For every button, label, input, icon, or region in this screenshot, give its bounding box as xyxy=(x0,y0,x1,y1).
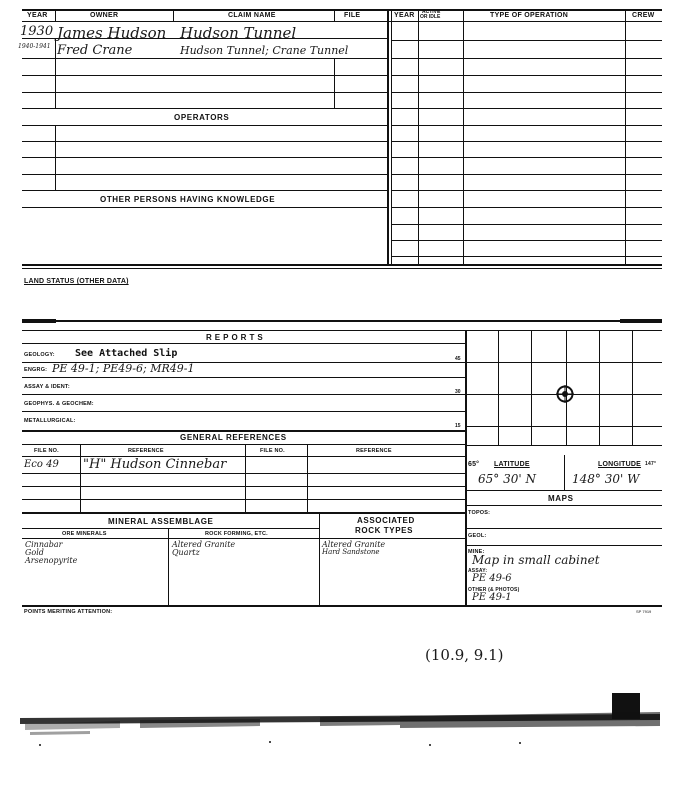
degree-label: 65° xyxy=(468,461,480,468)
header-owner: OWNER xyxy=(90,12,119,19)
row-year: 1940-1941 xyxy=(18,43,51,50)
header-year-2: YEAR xyxy=(394,12,415,19)
header-or-idle: OR IDLE xyxy=(420,14,441,20)
divider xyxy=(22,473,465,474)
divider xyxy=(22,75,387,76)
divider xyxy=(465,505,662,506)
other-persons-title: OTHER PERSONS HAVING KNOWLEDGE xyxy=(100,195,276,204)
divider xyxy=(22,538,319,539)
divider xyxy=(22,190,387,191)
longitude-label: LONGITUDE xyxy=(598,461,642,468)
divider xyxy=(599,330,600,445)
ore-mineral: Cinnabar xyxy=(25,540,63,549)
divider xyxy=(22,92,387,93)
divider xyxy=(22,125,387,126)
divider xyxy=(173,9,174,21)
assay-ident-label: ASSAY & IDENT: xyxy=(24,384,70,390)
divider xyxy=(463,9,464,265)
mine-label: MINE: xyxy=(468,549,485,555)
engrg-label: ENGRG: xyxy=(24,367,48,373)
row-year: 1930 xyxy=(20,24,54,39)
row-owner: Fred Crane xyxy=(57,43,133,58)
header-file-no: FILE NO. xyxy=(34,448,59,454)
divider xyxy=(22,207,387,208)
divider xyxy=(391,58,662,59)
ore-mineral: Gold xyxy=(25,548,44,557)
divider xyxy=(22,430,465,432)
divider xyxy=(465,545,662,546)
header-year: YEAR xyxy=(27,12,48,19)
divider xyxy=(55,9,56,21)
rock-forming-mineral: Altered Granite xyxy=(172,540,236,549)
divider xyxy=(80,444,81,512)
divider xyxy=(22,343,465,344)
geology-label: GEOLOGY: xyxy=(24,352,55,358)
divider xyxy=(319,512,320,605)
divider xyxy=(22,377,465,378)
divider xyxy=(22,21,662,22)
general-references-title: GENERAL REFERENCES xyxy=(180,433,287,442)
coordinate-note: (10.9, 9.1) xyxy=(425,646,504,664)
divider xyxy=(465,426,662,427)
header-reference-2: REFERENCE xyxy=(356,448,392,454)
punch-mark xyxy=(22,319,56,323)
geophys-label: GEOPHYS. & GEOCHEM: xyxy=(24,401,94,407)
land-status-label: LAND STATUS (OTHER DATA) xyxy=(24,278,129,285)
divider xyxy=(391,174,662,175)
divider xyxy=(465,490,662,491)
rock-forming-header: ROCK FORMING, ETC. xyxy=(205,531,268,537)
side-number: 30 xyxy=(455,389,461,395)
form-number: SP 7919 xyxy=(636,609,652,614)
divider xyxy=(22,157,387,158)
associated-rock: Altered Granite xyxy=(322,540,386,549)
divider xyxy=(387,9,389,265)
divider xyxy=(418,9,419,265)
ore-mineral: Arsenopyrite xyxy=(25,556,78,565)
divider xyxy=(22,141,387,142)
header-claim-name: CLAIM NAME xyxy=(228,12,276,19)
divider xyxy=(307,444,308,512)
divider xyxy=(391,157,662,158)
assay-value: PE 49-6 xyxy=(472,573,512,584)
divider xyxy=(22,9,662,11)
header-type-of-operation: TYPE OF OPERATION xyxy=(490,12,569,19)
associated-title: ASSOCIATED xyxy=(357,516,415,525)
geology-value: See Attached Slip xyxy=(75,348,178,359)
divider xyxy=(498,330,499,445)
divider xyxy=(334,9,335,21)
divider xyxy=(465,362,662,363)
divider xyxy=(55,38,56,108)
divider xyxy=(168,528,169,605)
divider xyxy=(334,58,335,108)
engrg-value: PE 49-1; PE49-6; MR49-1 xyxy=(52,362,195,375)
divider xyxy=(391,108,662,109)
header-crew: CREW xyxy=(632,12,655,19)
target-marker-icon xyxy=(556,385,574,403)
latitude-value: 65° 30' N xyxy=(478,472,536,486)
ore-minerals-header: ORE MINERALS xyxy=(62,531,107,537)
rock-types-title: ROCK TYPES xyxy=(355,526,414,535)
divider xyxy=(391,92,662,93)
divider xyxy=(391,40,662,41)
row-owner: James Hudson xyxy=(57,24,167,42)
divider xyxy=(391,207,662,208)
reports-title: REPORTS xyxy=(206,333,266,342)
scan-noise xyxy=(0,690,678,750)
assay-label: ASSAY: xyxy=(468,568,488,574)
divider xyxy=(391,224,662,225)
divider xyxy=(465,445,662,446)
divider xyxy=(22,264,662,266)
geol-label: GEOL: xyxy=(468,533,487,539)
row-claim: Hudson Tunnel xyxy=(180,24,297,42)
points-meriting-attention-label: POINTS MERITING ATTENTION: xyxy=(24,609,113,615)
header-active: ACTIVE xyxy=(422,9,441,15)
divider xyxy=(391,141,662,142)
divider xyxy=(22,58,387,59)
divider xyxy=(391,125,662,126)
divider xyxy=(391,75,662,76)
divider xyxy=(55,125,56,190)
other-photos-label: OTHER (& PHOTOS) xyxy=(468,587,520,593)
divider xyxy=(56,320,620,322)
divider xyxy=(22,394,465,395)
topos-label: TOPOS: xyxy=(468,510,491,516)
row-claim: Hudson Tunnel; Crane Tunnel xyxy=(180,44,349,57)
header-file-no-2: FILE NO. xyxy=(260,448,285,454)
divider xyxy=(531,330,532,445)
divider xyxy=(391,256,662,257)
divider xyxy=(22,174,387,175)
mine-value: Map in small cabinet xyxy=(472,553,600,567)
divider xyxy=(22,605,662,607)
latitude-label: LATITUDE xyxy=(494,461,530,468)
divider xyxy=(391,190,662,191)
longitude-mark: 147° xyxy=(645,461,657,467)
divider xyxy=(22,411,465,412)
side-number: 45 xyxy=(455,356,461,362)
divider xyxy=(465,330,467,605)
ref-reference: "H" Hudson Cinnebar xyxy=(83,457,227,472)
punch-mark xyxy=(620,319,662,323)
divider xyxy=(22,512,465,514)
operators-title: OPERATORS xyxy=(174,113,230,122)
divider xyxy=(632,330,633,445)
divider xyxy=(564,455,565,490)
maps-title: MAPS xyxy=(548,494,574,503)
associated-rock: Hard Sandstone xyxy=(322,548,380,556)
header-file: FILE xyxy=(344,12,361,19)
rock-forming-mineral: Quartz xyxy=(172,548,200,557)
divider xyxy=(22,528,319,529)
divider xyxy=(22,108,387,109)
divider xyxy=(391,9,392,265)
divider xyxy=(245,444,246,512)
ref-file-no: Eco 49 xyxy=(24,459,59,470)
divider xyxy=(22,268,662,269)
divider xyxy=(319,538,465,539)
divider xyxy=(22,444,465,445)
longitude-value: 148° 30' W xyxy=(572,472,640,486)
divider xyxy=(391,240,662,241)
mineral-assemblage-title: MINERAL ASSEMBLAGE xyxy=(108,517,214,526)
header-reference: REFERENCE xyxy=(128,448,164,454)
other-photos-value: PE 49-1 xyxy=(472,592,512,603)
divider xyxy=(22,486,465,487)
divider xyxy=(22,499,465,500)
divider xyxy=(465,528,662,529)
side-number: 15 xyxy=(455,423,461,429)
divider xyxy=(625,9,626,265)
metallurgical-label: METALLURGICAL: xyxy=(24,418,76,424)
